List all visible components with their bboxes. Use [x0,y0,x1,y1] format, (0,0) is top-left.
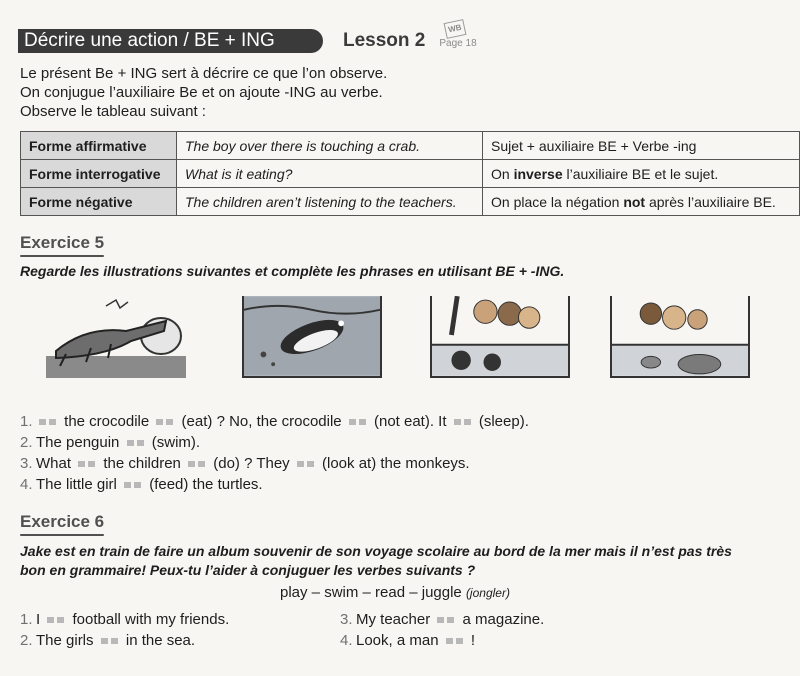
grammar-table [20,131,800,216]
exercise-6-title: Exercice 6 [20,512,104,532]
intro-line: On conjugue l’auxiliaire Be et on ajoute -ING au verbe. [20,84,383,101]
monkeys-illustration [430,296,570,378]
children-monkeys-icon [432,296,568,376]
exercise-5-sentences [20,411,529,495]
lesson-label: Lesson 2 [343,30,426,51]
list-item: 4. The little girl (feed) the turtles. [20,476,263,493]
verb-list: play – swim – read – juggle (jongler) [280,584,510,601]
lesson-banner [18,29,323,53]
penguin-illustration [242,296,382,378]
answer-blank[interactable] [446,638,464,644]
answer-blank[interactable] [124,482,142,488]
list-item: 1. the crocodile (eat) ? No, the crocodile (not eat). It (sleep). [20,413,529,430]
answer-blank[interactable] [127,440,145,446]
form-cell: Forme interrogative [21,160,177,188]
answer-blank[interactable] [297,461,315,467]
turtles-illustration [610,296,750,378]
list-item: 2. The penguin (swim). [20,434,201,451]
workbook-icon: WB [444,19,467,39]
list-item: 3. My teacher a magazine. [340,611,545,628]
intro-line: Le présent Be + ING sert à décrire ce que l’on observe. [20,65,388,82]
lesson-header [18,22,483,54]
answer-blank[interactable] [39,419,57,425]
exercise-6-instruction: Jake est en train de faire un album souvenir de son voyage scolaire au bord de la mer mais il n’est pas très bon en grammaire! Peux-tu l’aider à conjuguer les verbes suivants ? [20,543,732,578]
workbook-reference [439,21,483,53]
rule-cell: On place la négation not après l’auxiliaire BE. [483,188,800,216]
example-cell: What is it eating? [177,160,483,188]
example-cell: The boy over there is touching a crab. [177,132,483,160]
form-cell: Forme affirmative [21,132,177,160]
answer-blank[interactable] [437,617,455,623]
answer-blank[interactable] [101,638,119,644]
intro-text [20,64,387,121]
girl-turtles-icon [612,296,748,376]
answer-blank[interactable] [156,419,174,425]
list-item: 3. What the children (do) ? They (look at) the monkeys. [20,455,470,472]
penguin-icon [244,296,380,376]
answer-blank[interactable] [78,461,96,467]
exercise-5-instruction: Regarde les illustrations suivantes et complète les phrases en utilisant BE + -ING. [20,263,565,279]
example-cell: The children aren’t listening to the teachers. [177,188,483,216]
list-item: 4. Look, a man ! [340,632,476,649]
answer-blank[interactable] [47,617,65,623]
banner-title: Décrire une action / BE + ING [24,30,275,51]
exercise-5-title: Exercice 5 [20,233,104,253]
table-row [21,132,800,160]
intro-line: Observe le tableau suivant : [20,103,206,120]
list-item: 1. I football with my friends. [20,611,230,628]
crocodile-illustration [46,296,186,378]
answer-blank[interactable] [454,419,472,425]
answer-blank[interactable] [349,419,367,425]
workbook-page: Page 18 [439,38,477,49]
form-cell: Forme négative [21,188,177,216]
rule-cell: Sujet + auxiliaire BE + Verbe -ing [483,132,800,160]
crocodile-icon [46,296,186,378]
table-row [21,160,800,188]
table-row [21,188,800,216]
rule-cell: On inverse l’auxiliaire BE et le sujet. [483,160,800,188]
exercise-6-right-column [340,609,544,651]
answer-blank[interactable] [188,461,206,467]
list-item: 2. The girls in the sea. [20,632,196,649]
exercise-6-left-column [20,609,229,651]
